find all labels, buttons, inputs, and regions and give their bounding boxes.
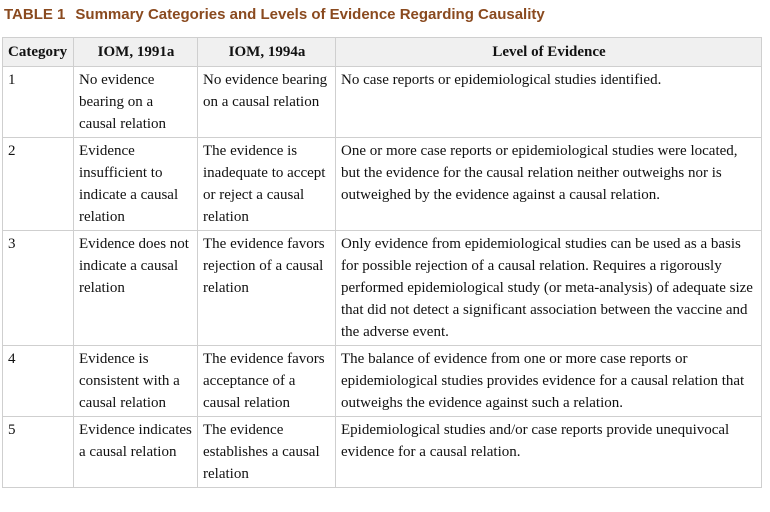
iom-1994a-cell: The evidence favors rejection of a causal relation	[198, 231, 336, 346]
level-of-evidence-cell: Epidemiological studies and/or case reports provide unequivocal evidence for a causal relation.	[336, 417, 762, 488]
iom-1994a-cell: No evidence bearing on a causal relation	[198, 67, 336, 138]
category-cell: 5	[3, 417, 74, 488]
category-cell: 3	[3, 231, 74, 346]
table-row	[3, 67, 762, 138]
iom-1991a-cell: Evidence is consistent with a causal relation	[74, 346, 198, 417]
level-of-evidence-cell: Only evidence from epidemiological studies can be used as a basis for possible rejection of a causal relation. Requires a rigorously performed epidemiological study (or meta-analysis) of adequate size that did not detect a significant association between the vaccine and the adverse event.	[336, 231, 762, 346]
header-iom-1994a: IOM, 1994a	[198, 38, 336, 67]
table-row	[3, 138, 762, 231]
level-of-evidence-cell: The balance of evidence from one or more case reports or epidemiological studies provides evidence for a causal relation that outweighs the evidence against such a relation.	[336, 346, 762, 417]
table-row	[3, 346, 762, 417]
level-of-evidence-cell: No case reports or epidemiological studies identified.	[336, 67, 762, 138]
iom-1994a-cell: The evidence is inadequate to accept or reject a causal relation	[198, 138, 336, 231]
iom-1994a-cell: The evidence favors acceptance of a causal relation	[198, 346, 336, 417]
evidence-table	[2, 37, 762, 488]
header-row	[3, 38, 762, 67]
category-cell: 1	[3, 67, 74, 138]
table-label: TABLE 1	[4, 6, 66, 23]
table-caption	[4, 6, 545, 23]
category-cell: 4	[3, 346, 74, 417]
iom-1991a-cell: Evidence indicates a causal relation	[74, 417, 198, 488]
iom-1991a-cell: No evidence bearing on a causal relation	[74, 67, 198, 138]
table-title: Summary Categories and Levels of Evidence Regarding Causality	[75, 6, 545, 23]
iom-1991a-cell: Evidence does not indicate a causal relation	[74, 231, 198, 346]
category-cell: 2	[3, 138, 74, 231]
header-category: Category	[3, 38, 74, 67]
header-iom-1991a: IOM, 1991a	[74, 38, 198, 67]
table-row	[3, 417, 762, 488]
header-level-of-evidence: Level of Evidence	[336, 38, 762, 67]
iom-1994a-cell: The evidence establishes a causal relation	[198, 417, 336, 488]
level-of-evidence-cell: One or more case reports or epidemiological studies were located, but the evidence for the causal relation neither outweighs nor is outweighed by the evidence against a causal relation.	[336, 138, 762, 231]
iom-1991a-cell: Evidence insufficient to indicate a causal relation	[74, 138, 198, 231]
table-row	[3, 231, 762, 346]
